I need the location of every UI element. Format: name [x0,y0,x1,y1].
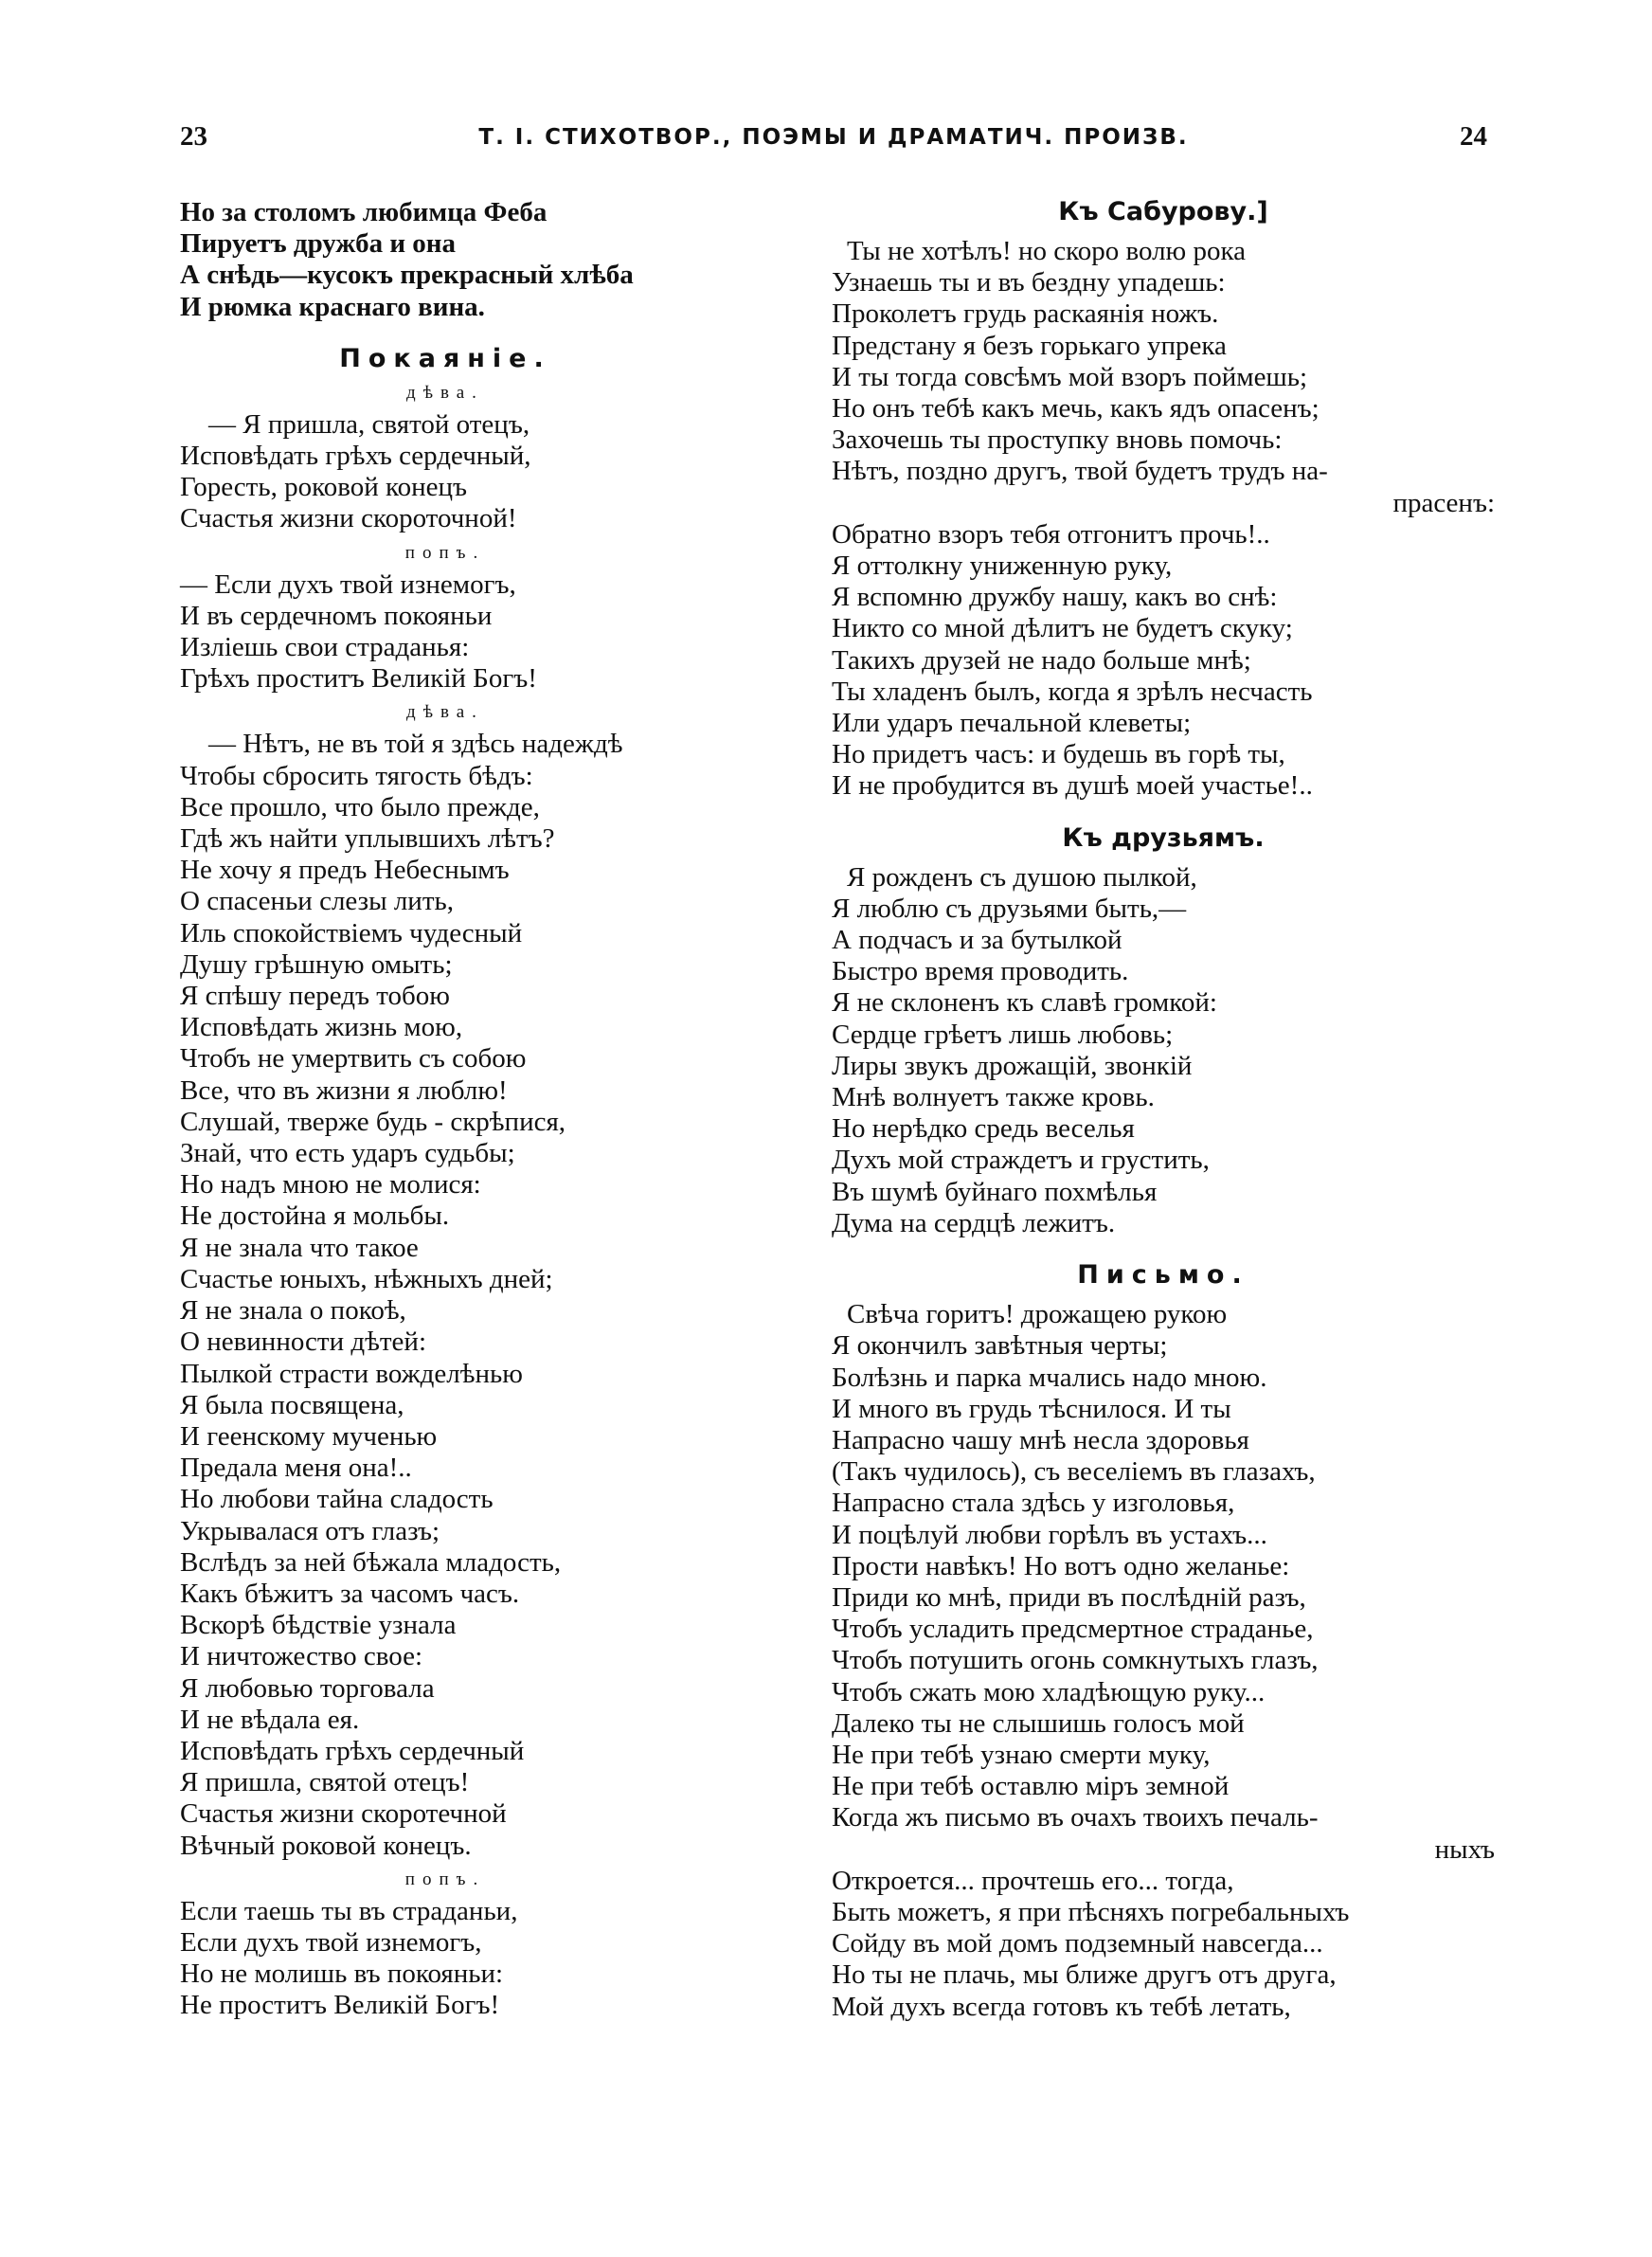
poem-title-pokayanie: Покаяніе. [339,343,551,373]
verse-line: Быстро время проводить. [832,956,1129,987]
stanza-3 [180,729,710,1861]
verse-line: И не пробудится въ душѣ моей участье!.. [832,770,1313,802]
verse-line: Я любовью торговала [180,1672,435,1704]
stanza-1 [180,409,710,535]
poem-title-k-druzyam: Къ друзьямъ. [1062,822,1265,853]
verse-line: Мой духъ всегда готовъ къ тебѣ летать, [832,1991,1291,2022]
verse-line: Вслѣдъ за ней бѣжала младость, [180,1546,562,1578]
verse-line: Далеко ты не слышишь голосъ мой [832,1707,1245,1739]
verse-line: Я вспомню дружбу нашу, какъ во снѣ: [832,582,1278,613]
verse-line: Не при тебѣ узнаю смерти муку, [832,1739,1211,1770]
verse-line: И ты тогда совсѣмъ мой взоръ поймешь; [832,361,1308,392]
verse-line: Прости навѣкъ! Но вотъ одно желанье: [832,1550,1290,1581]
verse-line: Я люблю съ друзьями быть,— [832,893,1187,924]
verse-line: Счастья жизни скоротечной [180,1798,507,1830]
verse-line: Не достойна я мольбы. [180,1201,450,1232]
verse-line: Чтобъ сжать мою хладѣющую руку... [832,1676,1266,1707]
verse-line: Исповѣдать грѣхъ сердечный [180,1735,525,1766]
verse-line: Духъ мой страждетъ и грустить, [832,1145,1210,1176]
poem-k-saburovu-cont [832,519,1495,803]
verse-line: Чтобы сбросить тягость бѣдъ: [180,760,533,791]
verse-line: Если духъ твой изнемогъ, [180,1926,482,1958]
verse-line: Лиры звукъ дрожащій, звонкій [832,1050,1193,1081]
verse-line: — Я пришла, святой отецъ, [208,408,530,440]
verse-line: Сердце грѣетъ лишь любовь; [832,1019,1174,1050]
verse-line: Но ты не плачь, мы ближе другъ отъ друга, [832,1959,1337,1991]
verse-line: Когда жъ письмо въ очахъ твоихъ печаль- [832,1802,1319,1833]
verse-line: Быть можетъ, я при пѣсняхъ погребальныхъ [832,1896,1350,1927]
verse-line: Пылкой страсти вожделѣнью [180,1358,523,1389]
verse-line: И геенскому мученью [180,1420,438,1452]
verse-continuation: прасенъ: [1392,487,1495,518]
poem-title-k-saburovu: Къ Сабурову.] [1058,197,1268,226]
verse-line: И рюмка краснаго вина. [180,291,485,322]
verse-line: Такихъ друзей не надо больше мнѣ; [832,644,1251,676]
verse-line: Вскорѣ бѣдствіе узнала [180,1610,457,1641]
intro-stanza [180,197,710,323]
stanza-4 [180,1896,710,2022]
verse-line: Ты не хотѣлъ! но скоро волю рока [847,236,1246,266]
verse-line: Но придетъ часъ: и будешь въ горѣ ты, [832,739,1285,770]
verse-line: Сойду въ мой домъ подземный навсегда... [832,1928,1323,1959]
verse-line: Исповѣдать жизнь мою, [180,1012,463,1043]
verse-line: Но не молишь въ покояньи: [180,1959,504,1990]
verse-line: Я не знала о покоѣ, [180,1295,406,1327]
verse-line: Обратно взоръ тебя отгонитъ прочь!.. [832,518,1270,550]
page-header [180,121,1487,159]
poem-pismo-cont [832,1866,1495,2023]
verse-line: Все прошло, что было прежде, [180,791,540,822]
speaker-label: дѣва. [406,382,484,403]
verse-line: Въ шумѣ буйнаго похмѣлья [832,1176,1158,1207]
verse-line: Я не знала что такое [180,1232,419,1263]
verse-line: А снѣдь—кусокъ прекрасный хлѣба [180,260,634,291]
poem-k-saburovu [832,236,1495,488]
verse-line: Душу грѣшную омыть; [180,948,453,980]
verse-line: Напрасно стала здѣсь у изголовья, [832,1488,1235,1519]
verse-line: О невинности дѣтей: [180,1327,426,1358]
poem-k-druzyam [832,862,1495,1239]
verse-line: И въ сердечномъ покояньи [180,600,493,631]
verse-line: Дума на сердцѣ лежитъ. [832,1207,1116,1238]
verse-line: Ты хладенъ былъ, когда я зрѣлъ несчасть [832,676,1313,707]
verse-line: Но нерѣдко средь веселья [832,1113,1135,1145]
verse-line: Если таешь ты въ страданьи, [180,1895,518,1926]
poem-title-pismo: Письмо. [1077,1260,1249,1291]
verse-line: Предстану я безъ горькаго упрека [832,330,1227,361]
verse-line: Вѣчный роковой конецъ. [180,1830,472,1861]
verse-line: (Такъ чудилось), съ веселіемъ въ глазахъ, [832,1456,1316,1488]
verse-line: И ничтожество свое: [180,1641,423,1672]
verse-line: Напрасно чашу мнѣ несла здоровья [832,1424,1249,1455]
verse-line: Чтобъ усладить предсмертное страданье, [832,1614,1314,1645]
verse-line: Захочешь ты проступку вновь помочь: [832,424,1283,456]
verse-line: Но за столомъ любимца Феба [180,197,548,227]
verse-line: Но надъ мною не молися: [180,1169,481,1201]
verse-line: Изліешь свои страданья: [180,632,470,663]
verse-line: Горесть, роковой конецъ [180,472,467,503]
verse-line: — Если духъ твой изнемогъ, [180,569,516,600]
speaker-label: попъ. [404,542,486,563]
verse-line: Я была посвящена, [180,1389,404,1420]
poem-pismo [832,1299,1495,1833]
verse-line: Гдѣ жъ найти уплывшихъ лѣтъ? [180,823,555,855]
verse-line: Проколетъ грудь раскаянія ножъ. [832,298,1219,330]
verse-line: Откроется... прочтешь его... тогда, [832,1865,1234,1896]
stanza-2 [180,569,710,695]
verse-line: Чтобъ не умертвить съ собою [180,1043,527,1074]
speaker-label: дѣва. [406,702,484,723]
verse-line: Или ударъ печальной клеветы; [832,708,1192,739]
verse-line: — Нѣтъ, не въ той я здѣсь надеждѣ [208,729,623,760]
verse-line: Не хочу я предъ Небеснымъ [180,855,510,886]
verse-line: Пируетъ дружба и она [180,228,456,260]
verse-line: Грѣхъ проститъ Великій Богъ! [180,663,537,695]
verse-line: Все, что въ жизни я люблю! [180,1074,508,1106]
verse-line: Свѣча горитъ! дрожащею рукою [847,1299,1228,1330]
verse-line: Счастье юныхъ, нѣжныхъ дней; [180,1263,553,1294]
page-number-left: 23 [180,121,207,152]
verse-line: Чтобъ потушить огонь сомкнутыхъ глазъ, [832,1645,1319,1676]
right-column [832,197,1495,2023]
verse-line: Я спѣшу передъ тобою [180,981,450,1012]
verse-line: Я окончилъ завѣтныя черты; [832,1330,1168,1362]
verse-line: Иль спокойствіемъ чудесный [180,917,523,948]
verse-line: Нѣтъ, поздно другъ, твой будетъ трудъ на- [832,456,1328,487]
verse-line: Знай, что есть ударъ судьбы; [180,1138,515,1169]
verse-line: И не вѣдала ея. [180,1704,360,1735]
speaker-label: попъ. [404,1869,486,1889]
verse-line: Предала меня она!.. [180,1453,412,1484]
verse-continuation: ныхъ [1434,1833,1495,1865]
verse-line: Но онъ тебѣ какъ мечь, какъ ядъ опасенъ; [832,393,1320,424]
verse-line: Узнаешь ты и въ бездну упадешь: [832,267,1226,298]
verse-line: И поцѣлуй любви горѣлъ въ устахъ... [832,1519,1267,1550]
left-column [180,197,710,2022]
running-head: Т. I. СТИХОТВОР., ПОЭМЫ И ДРАМАТИЧ. ПРОИЗВ. [478,125,1189,150]
verse-line: Болѣзнь и парка мчались надо мною. [832,1362,1267,1393]
verse-line: Я рожденъ съ душою пылкой, [847,861,1197,893]
verse-line: Не проститъ Великій Богъ! [180,1990,500,2021]
verse-line: Я пришла, святой отецъ! [180,1767,470,1798]
verse-line: Никто со мной дѣлитъ не будетъ скуку; [832,613,1293,644]
verse-line: О спасеньи слезы лить, [180,886,454,917]
verse-line: Какъ бѣжитъ за часомъ часъ. [180,1578,520,1609]
verse-line: Не при тебѣ оставлю міръ земной [832,1771,1230,1802]
verse-line: Исповѣдать грѣхъ сердечный, [180,441,531,472]
verse-line: Мнѣ волнуетъ также кровь. [832,1082,1155,1113]
verse-line: Укрывалася отъ глазъ; [180,1515,440,1546]
verse-line: И много въ грудь тѣснилося. И ты [832,1393,1231,1424]
verse-line: Но любови тайна сладость [180,1484,494,1515]
verse-line: Приди ко мнѣ, приди въ послѣдній разъ, [832,1581,1306,1613]
verse-line: Я не склоненъ къ славѣ громкой: [832,987,1217,1019]
verse-line: Слушай, тверже будь - скрѣпися, [180,1106,566,1137]
verse-line: А подчасъ и за бутылкой [832,925,1122,956]
verse-line: Я оттолкну униженную руку, [832,551,1173,582]
page-number-right: 24 [1460,121,1487,152]
verse-line: Счастья жизни скороточной! [180,503,517,534]
